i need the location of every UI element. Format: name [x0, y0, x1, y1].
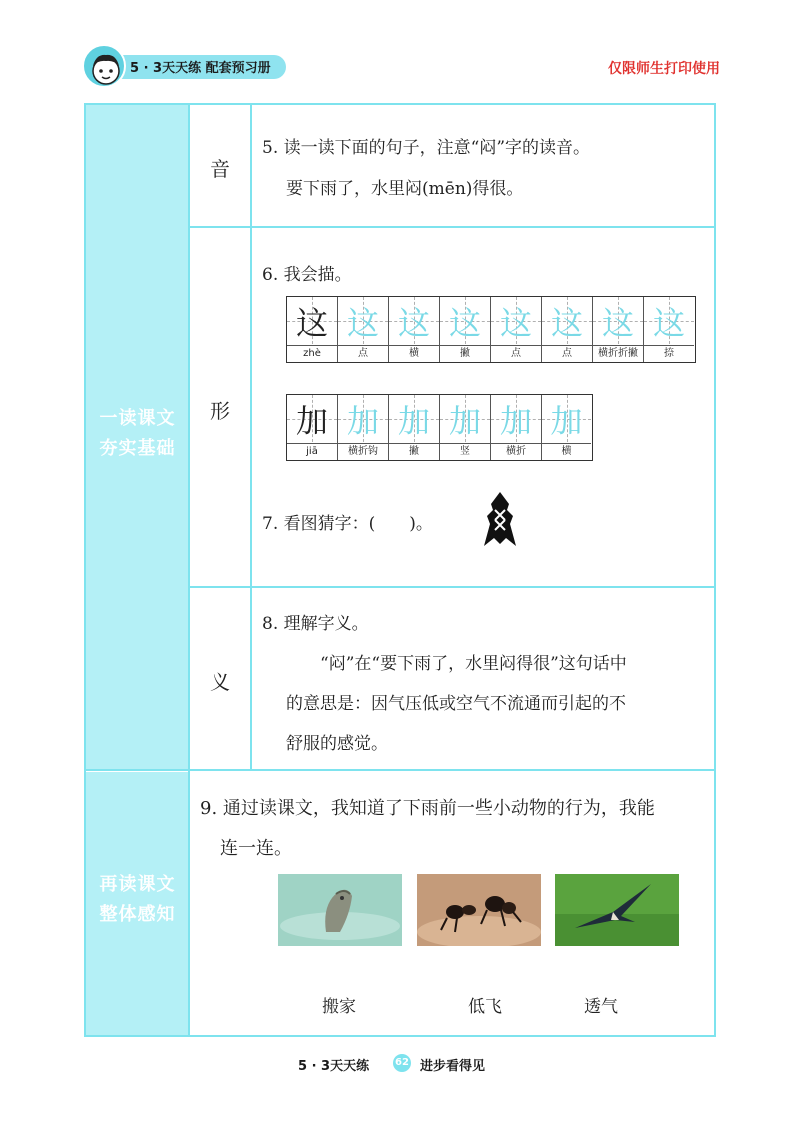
page-number: 62: [393, 1054, 411, 1072]
footer-brand: 5 · 3天天练: [298, 1059, 370, 1074]
divider: [86, 769, 716, 771]
grid-cell[interactable]: 加 jiā: [287, 395, 338, 460]
match-label: 搬家: [322, 997, 356, 1017]
grid-cell[interactable]: 加 撇: [389, 395, 440, 460]
grid-cell[interactable]: 这 点: [542, 297, 593, 362]
q8-line: 舒服的感觉。: [286, 734, 388, 754]
cartoon-boy-logo-icon: [82, 44, 126, 88]
fish-photo: [278, 874, 402, 946]
q8-line: “闷”在“要下雨了，水里闷得很”这句话中: [320, 654, 627, 674]
swallow-photo: [555, 874, 679, 946]
grid-cell[interactable]: 这 撇: [440, 297, 491, 362]
grid-cell[interactable]: 加 横: [542, 395, 591, 460]
divider: [250, 105, 252, 770]
q7-title: 7. 看图猜字：( )。: [262, 514, 433, 534]
grid-cell[interactable]: 这 zhè: [287, 297, 338, 362]
footer-slogan: 进步看得见: [420, 1059, 486, 1074]
q8-title: 8. 理解字义。: [262, 614, 369, 634]
category-shape: 形: [210, 399, 230, 423]
divider: [190, 586, 716, 588]
ants-photo: [417, 874, 541, 946]
category-sound: 音: [210, 157, 230, 181]
ancient-fish-glyph-icon: [480, 490, 520, 548]
match-label: 透气: [584, 997, 618, 1017]
q5-sentence: 要下雨了，水里闷(mēn)得很。: [286, 179, 524, 199]
section-label-read1: 一读课文 夯实基础: [99, 408, 176, 459]
category-meaning: 义: [210, 670, 230, 694]
grid-cell[interactable]: 这 点: [491, 297, 542, 362]
header-title: 5 · 3天天练 配套预习册: [130, 61, 271, 76]
divider: [190, 226, 716, 228]
tracing-grid-jia: [286, 394, 593, 461]
grid-cell[interactable]: 这 捺: [644, 297, 694, 362]
print-note: 仅限师生打印使用: [608, 61, 720, 77]
grid-cell[interactable]: 这 点: [338, 297, 389, 362]
q9-line: 连一连。: [220, 838, 292, 859]
grid-cell[interactable]: 加 横折: [491, 395, 542, 460]
grid-cell[interactable]: 加 竖: [440, 395, 491, 460]
grid-cell[interactable]: 加 横折钩: [338, 395, 389, 460]
grid-cell[interactable]: 这 横: [389, 297, 440, 362]
tracing-grid-zhe: [286, 296, 696, 363]
grid-cell[interactable]: 这 横折折撇: [593, 297, 644, 362]
q9-line: 9. 通过读课文，我知道了下雨前一些小动物的行为，我能: [200, 798, 655, 819]
section-label-read2: 再读课文 整体感知: [99, 874, 176, 925]
q6-title: 6. 我会描。: [262, 265, 352, 285]
match-label: 低飞: [468, 997, 502, 1017]
q5-title: 5. 读一读下面的句子，注意“闷”字的读音。: [262, 138, 591, 158]
q8-line: 的意思是：因气压低或空气不流通而引起的不: [286, 694, 626, 714]
